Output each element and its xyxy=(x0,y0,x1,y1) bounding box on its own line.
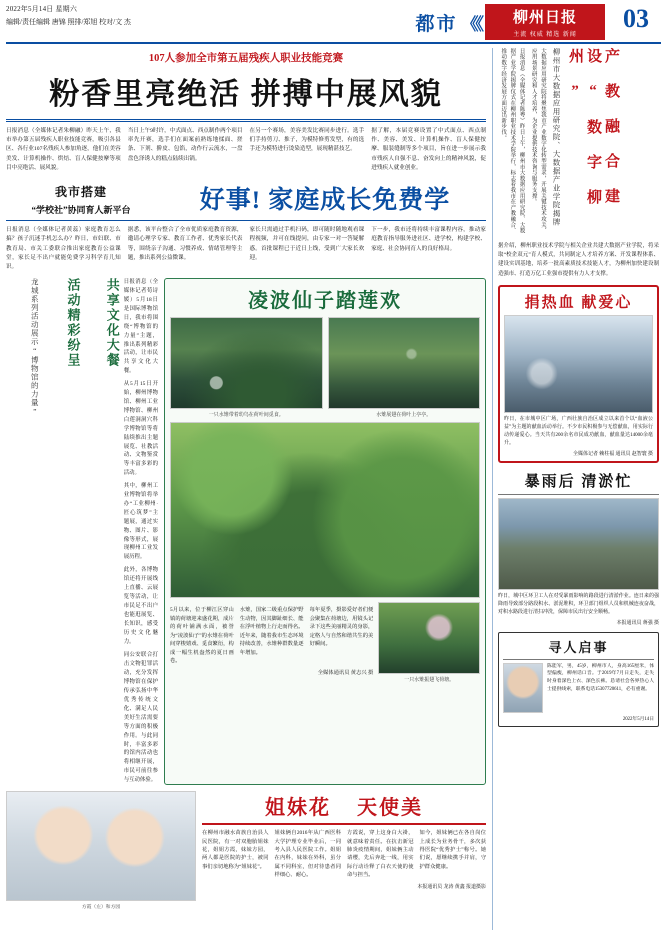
second-story-body xyxy=(6,226,486,272)
lead-col-4: 据了解，本届竞赛设置了中式面点、西点制作、美容、美发、计算机操作、盲人保健按摩、服装缝制等多个项目，旨在进一步展示我市残疾人自强不息、奋发向上的精神风貌，促进残疾人就业创业。 xyxy=(371,128,486,171)
photo-nurse-twins xyxy=(6,791,196,901)
lead-headline: 粉香里亮绝活 拼搏中展风貌 xyxy=(49,78,443,111)
main-column xyxy=(6,48,486,930)
digital-col-2: 大数据应用研究院将聚焦我市产业数字化转型需求，开展关键技术攻关、应用场景研究和人才培养，为企业提供技术咨询与服务支撑。 xyxy=(530,48,546,234)
digital-body-vertical xyxy=(498,48,547,238)
second-story-headline: 好事! 家庭成长免费学 xyxy=(199,187,451,215)
photo-bird-pair xyxy=(170,317,323,409)
second-kicker-line2: “学校社”协同育人新平台 xyxy=(31,205,131,216)
photo-bird-fly-caption: 一只水雉振翅飞荷塘。 xyxy=(404,678,455,684)
digital-headline: 产 教 融 合 建 设 “ 数 字 柳 州 ” xyxy=(566,48,619,206)
nurse-body xyxy=(202,829,486,880)
second-col-4: 下一步，我市还将持续丰富课程内容，推动家庭教育指导服务进社区、进学校，构建学校、家庭、社会协同育人的良好格局。 xyxy=(371,227,486,252)
lotus-photo-2-wrap xyxy=(328,317,481,418)
lotus-col-1: 5月以来，位于柳江区穿山镇的荷塘迎来盛花期，成片的荷叶铺满水面，被誉为“凌波仙子”的水雉在荷叶间穿梭嬉戏、觅食繁衍，构成一幅生机盎然的夏日画卷。 xyxy=(170,607,234,664)
second-col-3: 家长只需通过手机扫码，即可随时随地观看课程视频，并可在线提问，由专家一对一答疑解惑。首批课程已于近日上线，受到广大家长欢迎。 xyxy=(249,227,365,261)
photo-blood-donation xyxy=(504,315,653,413)
right-column xyxy=(492,48,659,930)
lotus-col-2: 水雉，国家二级重点保护野生动物，因其脚趾细长、能在浮叶植物上行走而得名。近年来，随着我市生态环境持续改善，水雉种群数量逐年增加。 xyxy=(239,607,304,656)
blood-donation-title: 捐热血 献爱心 xyxy=(524,294,633,311)
nurse-headline-left: 姐妹花 xyxy=(265,797,331,820)
lotus-package-title: 凌波仙子踏莲欢 xyxy=(248,290,402,313)
museum-headline-2: 共享文化大餐 xyxy=(104,278,120,369)
newspaper-logo xyxy=(485,4,605,40)
blood-donation-caption: 昨日，在市城中区广场，广西壮族自治区成立以来首个以“血液公益”为主题的献血活动举行。不少市民积极参与无偿献血，用实际行动传递爱心。当天共有200余名市民成功献血，献血量达14000余毫升。 xyxy=(504,416,653,446)
lotus-photo-1-wrap xyxy=(170,317,323,418)
page-number: 03 xyxy=(623,4,649,33)
nurse-headline-right: 天使美 xyxy=(357,797,423,820)
double-arrow-icon: 《《 xyxy=(461,14,481,34)
divider-thin xyxy=(6,220,486,221)
page-body xyxy=(6,48,661,930)
nurse-text-block xyxy=(202,791,486,910)
nurse-headline xyxy=(202,791,486,820)
nurse-story xyxy=(6,791,486,910)
divider-flood xyxy=(498,494,659,495)
nurse-col-3: 方霞说，穿上这身白大褂，就意味着责任。在抗击新冠肺炎疫情期间，姐妹俩主动请缨，先后奔赴一线，用实际行动诠释了白衣天使的使命与担当。 xyxy=(347,830,414,879)
digital-paragraph: 据介绍，柳州职业技术学院与相关企业共建大数据产业学院，将采取“校企双元”育人模式，共同制定人才培养方案、开发课程体系、建设实训基地，培养一批高素质技术技能人才，为柳州加快建设制造强市、打造万亿工业强市提供有力人才支撑。 xyxy=(498,243,659,277)
digital-col-1: 日报消息（全媒体记者陈粤）昨日上午，柳州市大数据应用研究院、大数据产业学院揭牌仪式在柳州职业技术学院举行，标志着我市在产教融合、推动数字经济发展方面迈出新步伐。 xyxy=(500,48,525,234)
museum-col-1: 日报消息（全媒体记者荀诗媛）5月18日是国际博物馆日，我市将围绕“博物馆的力量”主题，推出系列精彩活动，让市民共享文化大餐。 xyxy=(123,279,158,375)
museum-body xyxy=(124,278,158,785)
lotus-photo-package xyxy=(164,278,486,785)
nurse-photo-wrap xyxy=(6,791,196,910)
masthead-info xyxy=(6,4,156,27)
lead-col-3: 在另一个赛场，美容美发比赛同步进行。选手们手持剪刀、推子，为模特修剪发型，有的选手还为模特进行烫染造型，展现精湛技艺。 xyxy=(249,128,365,153)
section-title: 都市 xyxy=(415,13,458,35)
museum-vertical-kicker: 龙城系列活动展示“博物馆的力量” xyxy=(30,278,40,418)
missing-person-notice xyxy=(498,632,659,727)
lotus-top-row xyxy=(170,317,480,418)
lotus-photo-4-wrap xyxy=(378,602,480,683)
blood-donation-box xyxy=(498,285,659,463)
publication-date: 2022年5月14日 星期六 xyxy=(6,5,78,13)
lotus-text-wrap xyxy=(170,602,373,683)
lead-col-2: 当日上午9时许，中式面点、西点制作两个项目率先开赛，选手们在面案前熟练地揉面、搓条、下剂、擀皮、包馅，动作行云流水，一盘盘色泽诱人的糕点陆续出锅。 xyxy=(127,128,243,162)
mid-zone xyxy=(6,278,486,785)
lead-body xyxy=(6,127,486,173)
missing-person-body xyxy=(503,663,654,713)
missing-person-text: 陈能军，男，45岁，柳州市人，身高165厘米，体型偏瘦，柳州话口音。于2019年7月日走失，走失时身着深色上衣、深色长裤。恳请社会各界热心人士提供线索，联系电话15307720611，必有重谢。 xyxy=(547,663,654,692)
nurse-col-2: 姐妹俩自2016年从广西医科大学护理专业毕业后，一同考入县人民医院工作。姐姐在内科，妹妹在外科，虽分属不同科室，但对待患者同样细心、耐心。 xyxy=(274,830,341,879)
museum-story xyxy=(6,278,158,785)
nurse-credit: 本报通讯员 龙涛 黄鑫 报道摄影 xyxy=(417,884,486,890)
second-col-1: 日报消息（全媒体记者黄蕊）家庭教育怎么搞？孩子沉迷手机怎么办？昨日，市妇联、市教育局、市关工委联合推出家庭教育公益课堂，家长足不出户就能免费学习科学育儿知识。 xyxy=(6,227,121,270)
lotus-package-credit: 全媒体通讯员 黄志兴 摄 xyxy=(317,670,374,677)
photo-flood-cleanup xyxy=(498,498,659,590)
nurse-photo-caption: 方霞（左）和方园 xyxy=(81,905,121,911)
lotus-col-3: 每年夏季，摄影爱好者们便会聚集在荷塘边，用镜头记录下这些美丽精灵的身影，定格人与自然和谐共生的美好瞬间。 xyxy=(309,607,374,648)
masthead xyxy=(6,4,661,44)
lotus-bottom-row xyxy=(170,602,480,683)
museum-col-2: 从5月15日开始，柳州博物馆、柳州工业博物馆、柳州白莲洞洞穴科学博物馆等将陆续推出主题展览、社教活动、文物鉴赏等丰富多彩的活动。 xyxy=(123,381,158,477)
flood-credit: 本报通讯员 蒋强 摄 xyxy=(616,620,659,626)
photo-bird-single xyxy=(328,317,481,409)
logo-title: 柳州日报 xyxy=(512,10,577,26)
museum-tail: 同公安联合打击文物犯罪活动，充分发挥博物馆在保护传承弘扬中华优秀传统文化、满足人民美好生活需要等方面的积极作用。与此同时，丰富多彩的馆内活动也将相继开展，市民可前往参与互动体验。 xyxy=(123,652,158,784)
photo-missing-person xyxy=(503,663,543,713)
masthead-center xyxy=(156,4,611,40)
nurse-col-4: 如今，姐妹俩已在各自岗位上成长为业务骨干，多次获得医院“优秀护士”称号。她们说，愿继续携手并肩，守护群众健康。 xyxy=(419,830,486,870)
flood-caption: 昨日，城中区环卫工人在对受暴雨影响的路段进行清淤作业。连日来的强降雨导致部分路段积水、淤泥堆积，环卫部门组织人员和机械连夜奋战，对积水路段进行清扫冲洗，保障市民出行安全顺畅。 xyxy=(498,593,659,615)
second-story-header xyxy=(6,180,486,216)
museum-col-4: 此外，各博物馆还将开展线上直播、云展览等活动，让市民足不出户也能逛展览、长知识，感受历史文化魅力。 xyxy=(123,567,158,645)
second-col-2: 据悉，该平台整合了全市优质家庭教育资源，邀请心理学专家、教育工作者、优秀家长代表等，围绕亲子沟通、习惯养成、情绪管理等主题，推出系列公益微课。 xyxy=(127,227,243,261)
nurse-col-1: 在柳州市融水苗族自治县人民医院，有一对双胞胎姐妹花，姐姐方霞，妹妹方园，两人都是医院的护士，被同事们亲切地称为“姐妹花”。 xyxy=(202,830,269,870)
divider-red xyxy=(202,823,486,825)
photo-lotus-pond xyxy=(170,422,480,598)
missing-person-date: 2022年5月14日 xyxy=(622,716,654,722)
museum-headline-1: 活动精彩纷呈 xyxy=(65,278,81,369)
missing-person-title: 寻人启事 xyxy=(548,639,609,655)
staff-credits: 编辑/责任编辑 唐锦 照排/郑旭 校对/文 杰 xyxy=(6,17,131,26)
flood-title: 暴雨后 清淤忙 xyxy=(524,473,633,490)
second-story-kicker xyxy=(6,183,156,216)
digital-liuzhou-story xyxy=(498,48,659,238)
lead-kicker: 107人参加全市第五届残疾人职业技能竞赛 xyxy=(148,53,344,64)
lead-col-1: 日报消息（全媒体记者朱柳融）昨天上午，我市举办第五届残疾人职业技能竞赛，吸引各县区、各行业107名残疾人参加角逐，他们在美容美发、计算机操作、烘焙、盲人保健按摩等项目中亮绝活、展风貌。 xyxy=(6,128,121,171)
museum-col-3: 其中，柳州工业博物馆将举办“工业柳州·匠心筑梦”主题展，通过实物、图片、影像等形式，展现柳州工业发展历程。 xyxy=(123,483,158,561)
photo-bird-fly xyxy=(378,602,480,674)
divider-double xyxy=(6,119,486,122)
divider-seek xyxy=(503,659,654,660)
lotus-text-columns xyxy=(170,606,373,665)
photo-bird-single-caption: 水雉展翅在荷叶上亭亭。 xyxy=(376,413,432,419)
photo-bird-pair-caption: 一只水雉带着幼鸟在荷叶间觅食。 xyxy=(208,413,284,419)
digital-kicker: 柳州市大数据应用研究院、大数据产业学院揭牌 xyxy=(551,48,561,227)
logo-subtitle: 主流 权威 精选 新闻 xyxy=(513,32,577,38)
second-kicker-line1: 我市搭建 xyxy=(54,185,107,200)
blood-donation-credit: 全媒体记者 赖柱福 通讯员 赵智寰 摄 xyxy=(572,451,653,457)
